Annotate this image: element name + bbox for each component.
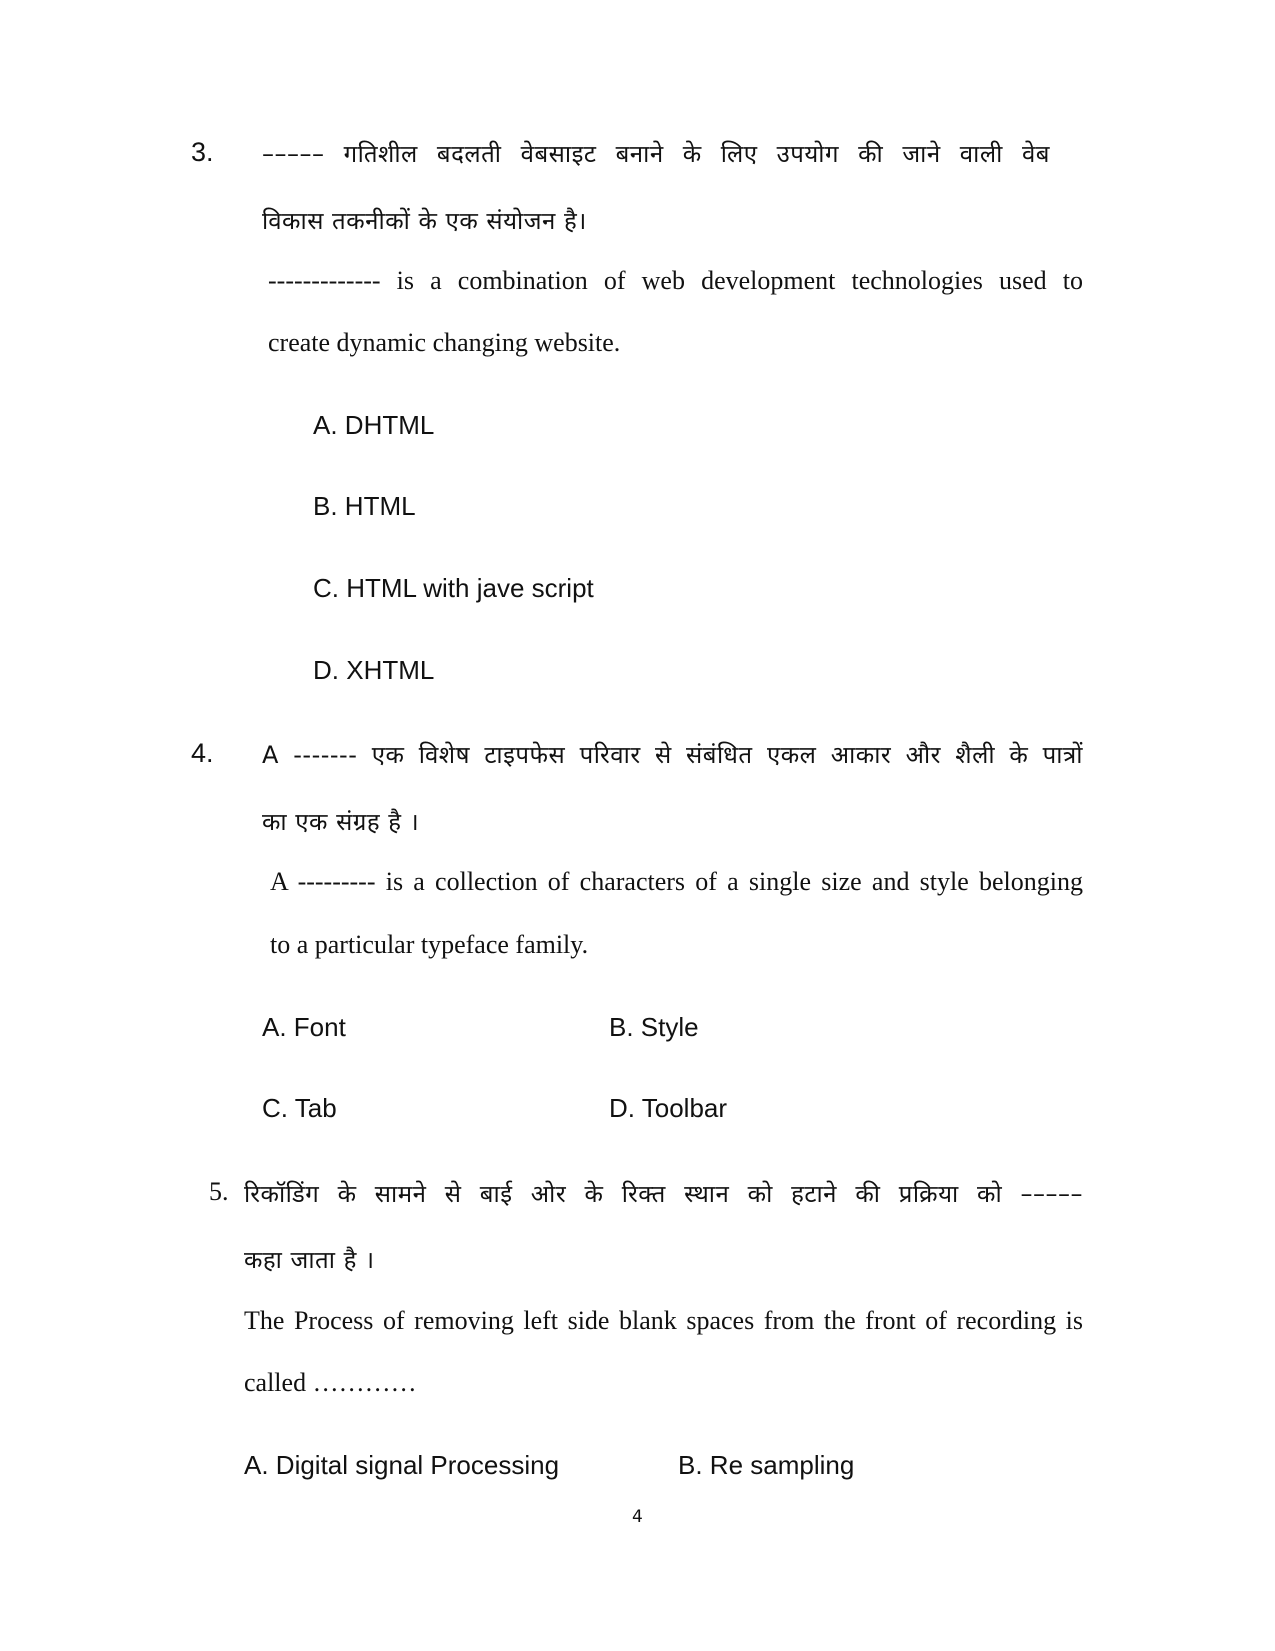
answer-option: A. Digital signal Processing — [244, 1450, 560, 1480]
answer-option: C. Tab — [262, 1093, 337, 1123]
answer-option: D. Toolbar — [609, 1093, 728, 1123]
question-hindi-text: विकास तकनीकों के एक संयोजन है। — [262, 207, 587, 235]
question-hindi-text: A ------- एक विशेष टाइपफेस परिवार से संबंधित एकल आकार और शैली के पात्रों — [262, 741, 1083, 769]
question-english-text: The Process of removing left side blank spaces from the front of recording is — [244, 1306, 1083, 1335]
question-number: 3. — [191, 137, 214, 167]
answer-option: B. Re sampling — [678, 1450, 855, 1480]
question-hindi-text: का एक संग्रह है । — [262, 808, 420, 836]
question-number: 5. — [209, 1177, 229, 1206]
answer-option: A. DHTML — [313, 410, 435, 440]
page-number: 4 — [632, 1507, 643, 1527]
question-hindi-text: ––––– गतिशील बदलती वेबसाइट बनाने के लिए उपयोग की जाने वाली वेब — [262, 140, 1050, 168]
question-number: 4. — [191, 738, 214, 768]
question-english-text: ------------- is a combination of web development technologies used to — [268, 266, 1083, 295]
question-hindi-text: रिकॉडिंग के सामने से बाई ओर के रिक्त स्थान को हटाने की प्रक्रिया को ––––– — [244, 1180, 1083, 1208]
answer-option: C. HTML with jave script — [313, 573, 594, 603]
answer-option: B. HTML — [313, 491, 416, 521]
question-hindi-text: कहा जाता है । — [244, 1246, 375, 1274]
answer-option: B. Style — [609, 1012, 699, 1042]
answer-option: A. Font — [262, 1012, 346, 1042]
answer-option: D. XHTML — [313, 655, 435, 685]
question-english-text: A --------- is a collection of characters of a single size and style belonging — [270, 867, 1083, 896]
question-english-text: create dynamic changing website. — [268, 328, 621, 357]
question-english-text: called ………… — [244, 1368, 417, 1397]
question-english-text: to a particular typeface family. — [270, 930, 589, 959]
